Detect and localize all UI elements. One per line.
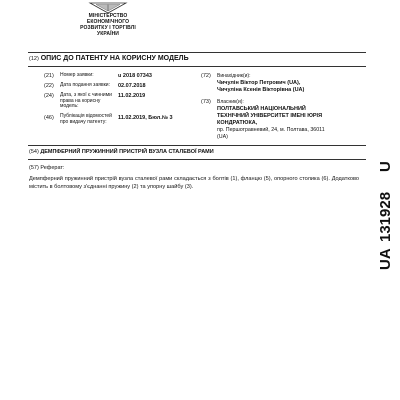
document-title-code: (12) bbox=[29, 56, 39, 62]
field-code: (46) bbox=[44, 115, 54, 121]
utility-model-title bbox=[29, 149, 214, 155]
side-patent-number: 131928 bbox=[377, 191, 394, 242]
rights-date: 11.02.2019 bbox=[118, 93, 146, 99]
field-label: Дата подання заявки: bbox=[60, 82, 110, 88]
divider bbox=[28, 66, 366, 67]
owner-address: пр. Першотравневий, 24, м. Полтава, 36011 bbox=[217, 127, 325, 133]
ministry-line: ЕКОНОМІЧНОГО bbox=[86, 19, 130, 25]
document-title-text: ОПИС ДО ПАТЕНТУ НА КОРИСНУ МОДЕЛЬ bbox=[40, 55, 189, 62]
field-label: Номер заявки: bbox=[60, 72, 94, 78]
field-code: (21) bbox=[44, 73, 54, 79]
owner-address: (UA) bbox=[217, 134, 228, 140]
ministry-line: УКРАЇНИ bbox=[97, 31, 119, 37]
abstract-text: Демпферний пружинний пристрій вузла сталевої рами складається з болтів (1), фланцю (5), опорного столика (6). Додатково містить в болтовому з'єднанні пружину (2) та упорну шайбу (3). bbox=[29, 176, 359, 190]
field-code: (72) bbox=[201, 73, 211, 79]
inventors-label: Винахідник(и): bbox=[217, 73, 251, 79]
ministry-line: МІНІСТЕРСТВО bbox=[88, 13, 128, 19]
publication-date: 11.02.2019, Бюл.№ 3 bbox=[118, 115, 173, 121]
section-code: (54) bbox=[29, 149, 39, 155]
filing-date: 02.07.2018 bbox=[118, 83, 146, 89]
application-number: u 2018 07343 bbox=[118, 73, 152, 79]
ministry-name bbox=[48, 13, 168, 37]
divider bbox=[28, 159, 366, 160]
owner-name: ТЕХНІЧНИЙ УНІВЕРСИТЕТ ІМЕНІ ЮРІЯ bbox=[217, 113, 323, 119]
inventor-name: Чичуліна Ксенія Вікторівна (UA) bbox=[217, 87, 305, 93]
field-label: Дата, з якої є чинними права на корисну модель: bbox=[60, 92, 112, 110]
abstract-label: Реферат: bbox=[40, 165, 65, 171]
inventor-name: Чичулін Віктор Петрович (UA), bbox=[217, 80, 301, 86]
side-kind-code: U bbox=[377, 161, 394, 172]
owner-name: КОНДРАТЮКА, bbox=[217, 120, 258, 126]
field-code: (24) bbox=[44, 93, 54, 99]
ministry-line: РОЗВИТКУ І ТОРГІВЛІ bbox=[80, 25, 136, 31]
patent-side-number bbox=[372, 160, 394, 270]
document-title bbox=[29, 55, 189, 63]
owner-label: Власник(и): bbox=[217, 99, 244, 105]
owner-name: ПОЛТАВСЬКИЙ НАЦІОНАЛЬНИЙ bbox=[217, 106, 306, 112]
divider bbox=[28, 52, 366, 53]
side-country-code: UA bbox=[377, 248, 394, 270]
field-label: Публікація відомостей про видачу патенту: bbox=[60, 113, 112, 125]
divider bbox=[28, 145, 366, 146]
abstract-heading bbox=[29, 165, 64, 171]
section-code: (57) bbox=[29, 165, 39, 171]
field-code: (73) bbox=[201, 99, 211, 105]
utility-model-name: ДЕМПФЕРНИЙ ПРУЖИННИЙ ПРИСТРІЙ ВУЗЛА СТАЛЕВОЇ РАМИ bbox=[40, 149, 214, 155]
field-code: (22) bbox=[44, 83, 54, 89]
